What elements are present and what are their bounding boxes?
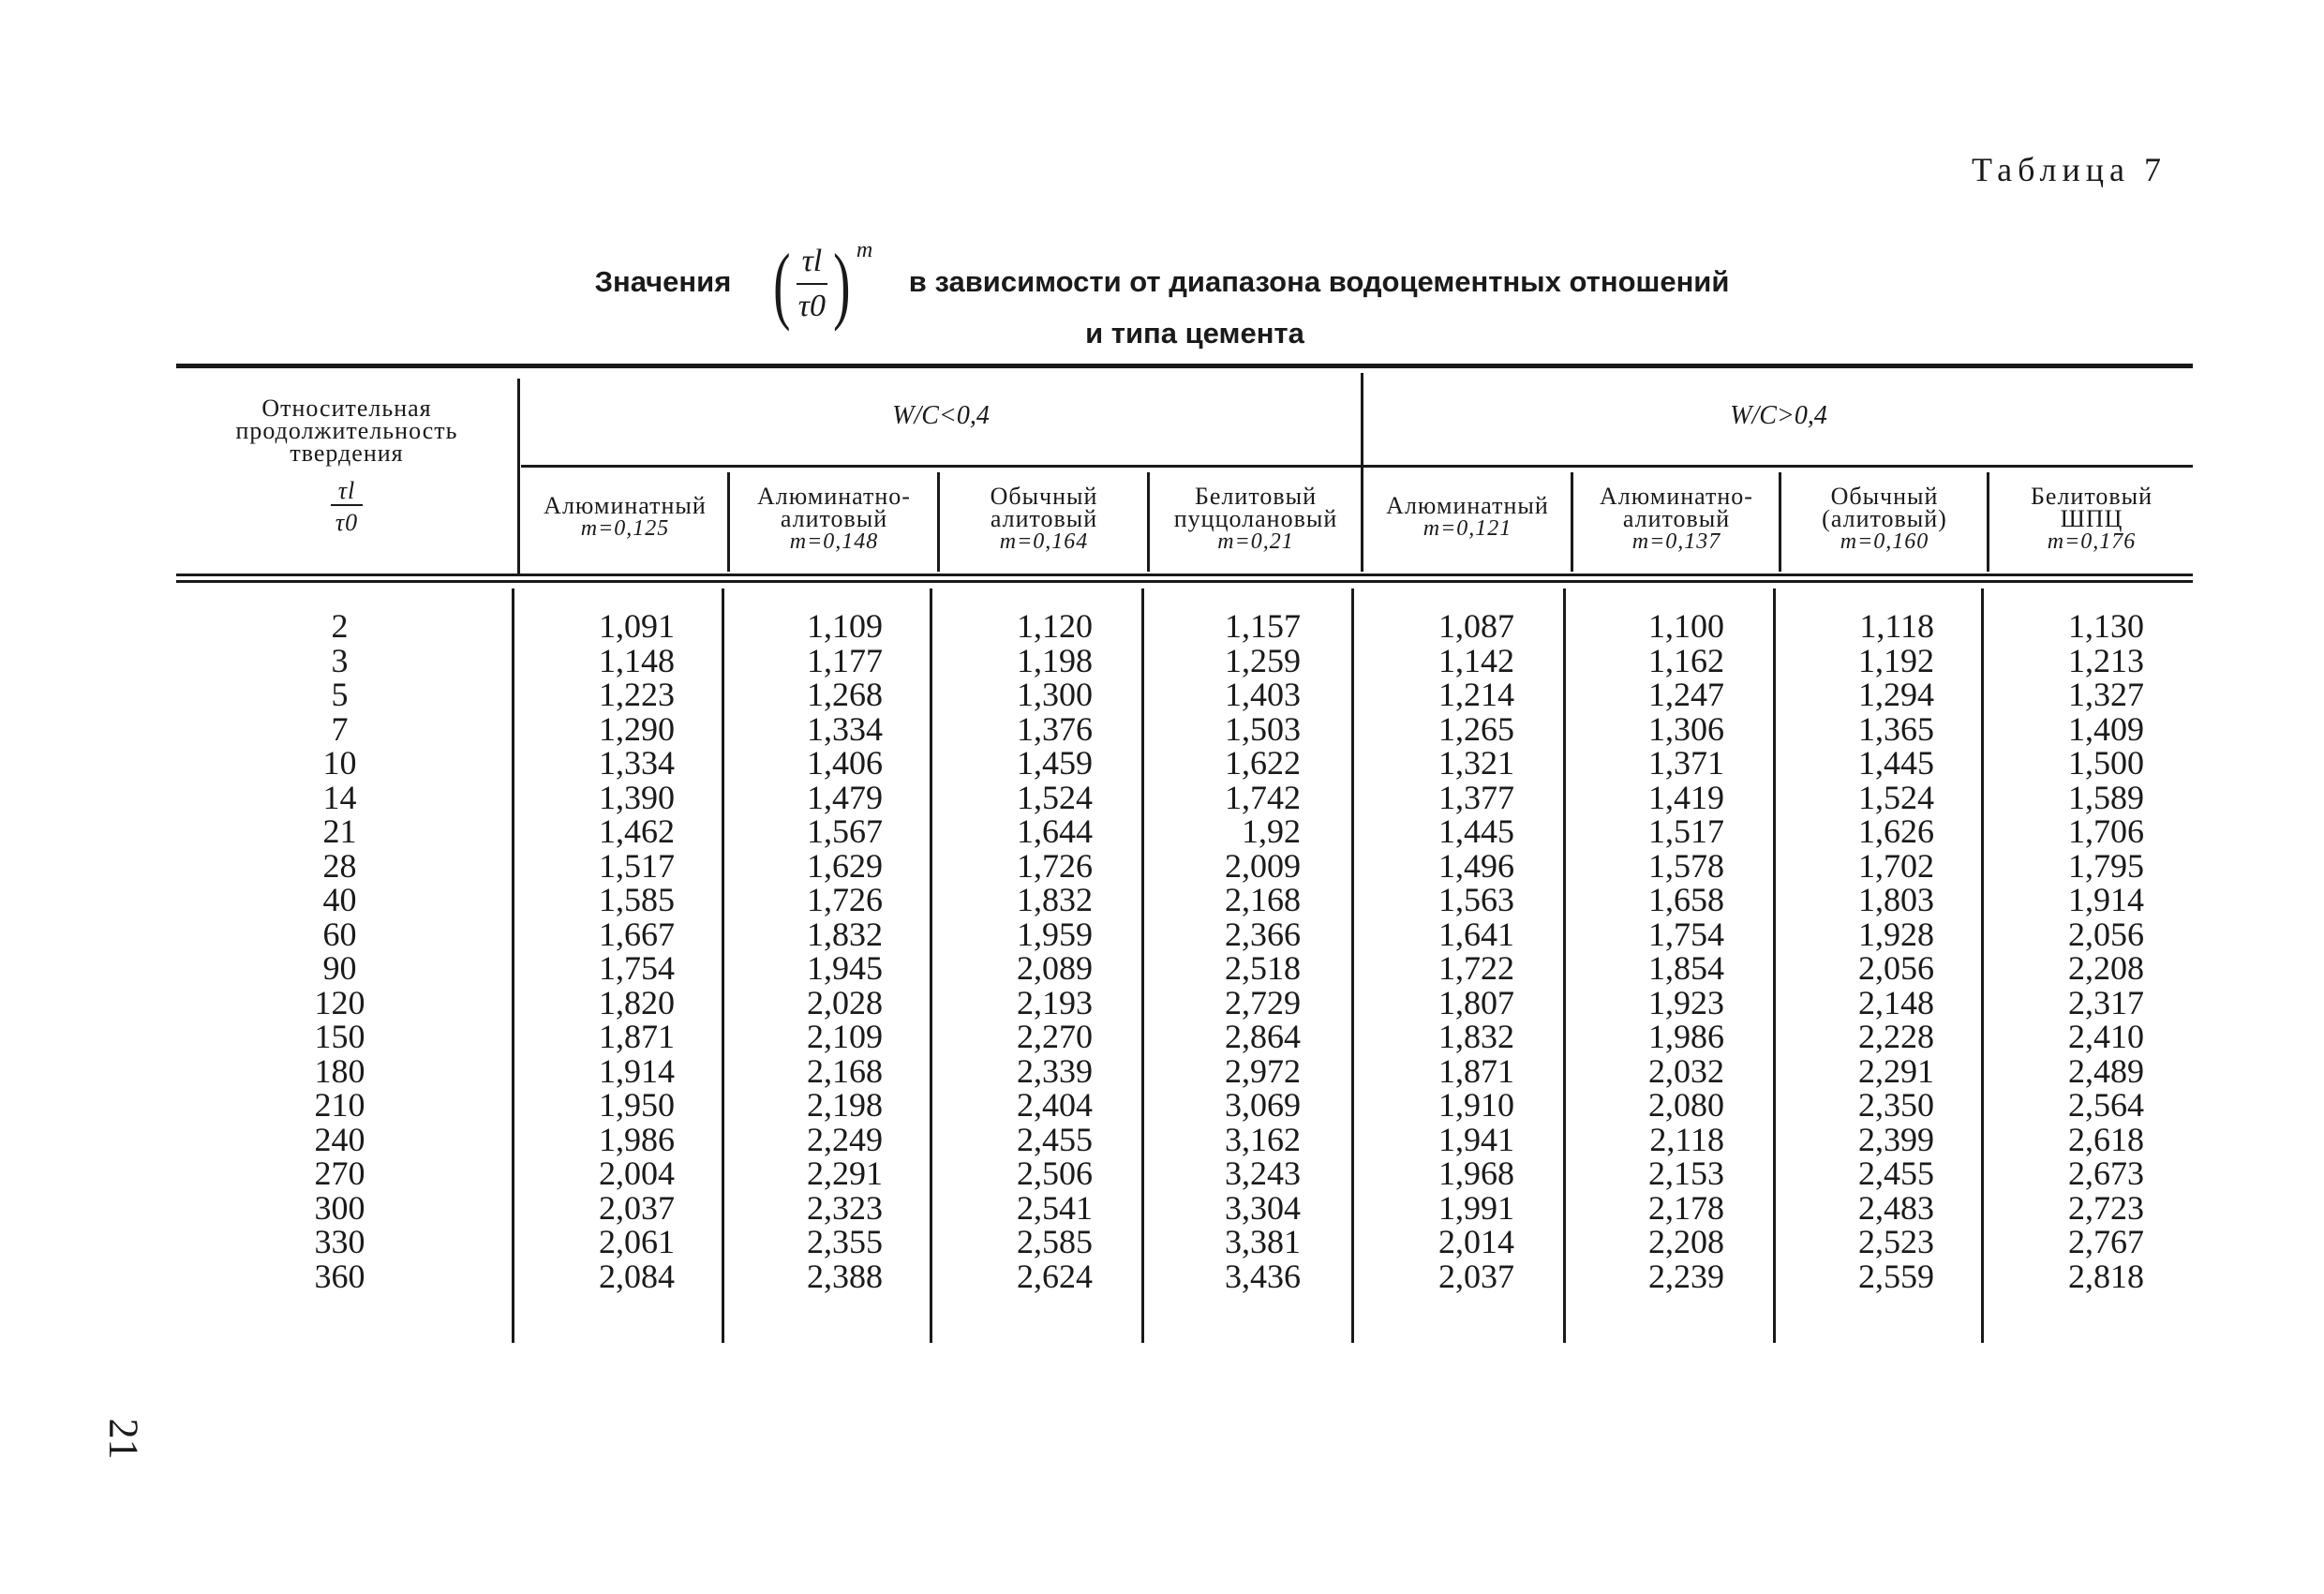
value-cell: 1,524 <box>1858 778 1934 816</box>
column-values-1 <box>525 609 675 1293</box>
value-cell: 2,564 <box>2068 1086 2144 1124</box>
value-cell: 1,667 <box>599 915 675 953</box>
duration-cell: 5 <box>331 676 349 713</box>
value-cell: 1,914 <box>599 1051 675 1090</box>
value-cell: 1,803 <box>1858 881 1934 918</box>
value-cell: 2,109 <box>807 1018 883 1055</box>
value-cell: 2,270 <box>1017 1018 1093 1055</box>
value-cell: 2,239 <box>1648 1257 1724 1295</box>
value-cell: 1,92 <box>1242 812 1301 850</box>
value-cell: 2,489 <box>2068 1051 2144 1090</box>
title-formula: ( $\frac{\tau l}{\tau 0}$ ) $^m$ <box>773 236 873 332</box>
column-header-4: Белитовый пуццолановый m=0,21 <box>1173 483 1338 554</box>
duration-cell: 3 <box>331 641 349 679</box>
value-cell: 1,524 <box>1017 778 1093 816</box>
value-cell: 2,723 <box>2068 1188 2144 1227</box>
value-cell: 1,120 <box>1017 607 1093 645</box>
value-cell: 2,291 <box>1858 1051 1934 1090</box>
value-cell: 1,462 <box>599 812 675 850</box>
value-cell: 2,729 <box>1225 983 1301 1021</box>
duration-cell: 40 <box>322 881 357 918</box>
value-cell: 1,265 <box>1438 709 1514 748</box>
value-cell: 1,409 <box>2068 709 2144 748</box>
value-cell: 1,910 <box>1438 1086 1514 1124</box>
column-duration <box>281 609 398 1293</box>
value-cell: 2,178 <box>1648 1188 1724 1227</box>
value-cell: 2,037 <box>599 1188 675 1227</box>
value-cell: 1,754 <box>599 949 675 987</box>
value-cell: 1,567 <box>807 812 883 850</box>
value-cell: 1,644 <box>1017 812 1093 850</box>
value-cell: 1,726 <box>1017 846 1093 885</box>
value-cell: 1,986 <box>599 1120 675 1158</box>
group-header-right: W/C>0,4 <box>1730 401 1827 430</box>
value-cell: 1,290 <box>599 709 675 748</box>
header-first-col <box>184 397 510 534</box>
value-cell: 1,622 <box>1225 744 1301 782</box>
header-vline-group <box>1361 373 1363 572</box>
value-cell: 1,294 <box>1858 676 1934 713</box>
value-cell: 2,355 <box>807 1223 883 1260</box>
value-cell: 1,157 <box>1225 607 1301 645</box>
value-cell: 1,563 <box>1438 881 1514 918</box>
value-cell: 3,381 <box>1225 1223 1301 1260</box>
duration-cell: 330 <box>314 1223 365 1260</box>
value-cell: 2,317 <box>2068 983 2144 1021</box>
duration-cell: 2 <box>331 607 349 645</box>
value-cell: 2,624 <box>1017 1257 1093 1295</box>
value-cell: 2,559 <box>1858 1257 1934 1295</box>
value-cell: 2,523 <box>1858 1223 1934 1260</box>
value-cell: 1,959 <box>1017 915 1093 953</box>
column-values-4 <box>1151 609 1301 1293</box>
value-cell: 2,168 <box>807 1051 883 1090</box>
value-cell: 1,406 <box>807 744 883 782</box>
value-cell: 2,118 <box>1649 1120 1724 1158</box>
value-cell: 2,004 <box>599 1155 675 1192</box>
column-values-2 <box>733 609 883 1293</box>
value-cell: 1,390 <box>599 778 675 816</box>
header-bottom-rule <box>176 574 2193 576</box>
value-cell: 2,323 <box>807 1188 883 1227</box>
value-cell: 2,168 <box>1225 881 1301 918</box>
value-cell: 2,037 <box>1438 1257 1514 1295</box>
header-bottom-rule-2 <box>176 580 2193 583</box>
value-cell: 2,208 <box>1648 1223 1724 1260</box>
column-values-3 <box>943 609 1093 1293</box>
value-cell: 1,820 <box>599 983 675 1021</box>
value-cell: 1,503 <box>1225 709 1301 748</box>
value-cell: 2,193 <box>1017 983 1093 1021</box>
value-cell: 2,056 <box>2068 915 2144 953</box>
value-cell: 1,517 <box>1648 812 1724 850</box>
body-vline-group <box>1351 588 1354 1343</box>
value-cell: 1,109 <box>807 607 883 645</box>
formula-exponent: m <box>856 238 873 263</box>
value-cell: 2,028 <box>807 983 883 1021</box>
header-first-col-line3: твердения <box>290 439 404 467</box>
value-cell: 2,056 <box>1858 949 1934 987</box>
value-cell: 2,518 <box>1225 949 1301 987</box>
body-vline-5 <box>1563 588 1566 1343</box>
column-header-6: Алюминатно- алитовый m=0,137 <box>1600 483 1753 554</box>
value-cell: 3,243 <box>1225 1155 1301 1192</box>
value-cell: 1,268 <box>807 676 883 713</box>
title-prefix: Значения <box>594 265 732 299</box>
value-cell: 2,339 <box>1017 1051 1093 1090</box>
group-header-left: W/C<0,4 <box>892 401 990 430</box>
value-cell: 1,142 <box>1438 641 1514 679</box>
body-vline-3 <box>1141 588 1144 1343</box>
value-cell: 1,334 <box>599 744 675 782</box>
value-cell: 1,377 <box>1438 778 1514 816</box>
value-cell: 1,223 <box>599 676 675 713</box>
value-cell: 2,249 <box>807 1120 883 1158</box>
value-cell: 1,259 <box>1225 641 1301 679</box>
value-cell: 1,306 <box>1648 709 1724 748</box>
header-vline-6 <box>1779 472 1781 572</box>
table-number: Таблица 7 <box>1972 151 2167 188</box>
duration-cell: 10 <box>322 744 357 782</box>
value-cell: 1,445 <box>1438 812 1514 850</box>
title-suffix: в зависимости от диапазона водоцементных отношений <box>908 265 1730 299</box>
value-cell: 1,517 <box>599 846 675 885</box>
duration-cell: 60 <box>322 915 357 953</box>
value-cell: 2,410 <box>2068 1018 2144 1055</box>
column-header-5: Алюминатный m=0,121 <box>1386 492 1549 541</box>
value-cell: 1,371 <box>1648 744 1724 782</box>
value-cell: 1,754 <box>1648 915 1724 953</box>
value-cell: 1,192 <box>1858 641 1934 679</box>
duration-cell: 21 <box>322 812 357 850</box>
value-cell: 1,832 <box>1017 881 1093 918</box>
value-cell: 1,500 <box>2068 744 2144 782</box>
body-vline-first <box>512 588 514 1343</box>
table-title-line2: и типа цемента <box>1085 317 1304 350</box>
value-cell: 1,585 <box>599 881 675 918</box>
value-cell: 3,162 <box>1225 1120 1301 1158</box>
column-header-3: Обычный алитовый m=0,164 <box>990 483 1098 554</box>
value-cell: 1,950 <box>599 1086 675 1124</box>
value-cell: 1,403 <box>1225 676 1301 713</box>
value-cell: 1,641 <box>1438 915 1514 953</box>
value-cell: 1,807 <box>1438 983 1514 1021</box>
value-cell: 1,177 <box>807 641 883 679</box>
column-values-5 <box>1364 609 1514 1293</box>
column-header-1: Алюминатный m=0,125 <box>544 492 707 541</box>
value-cell: 1,198 <box>1017 641 1093 679</box>
value-cell: 1,459 <box>1017 744 1093 782</box>
duration-cell: 120 <box>314 983 365 1021</box>
value-cell: 2,585 <box>1017 1223 1093 1260</box>
value-cell: 3,304 <box>1225 1188 1301 1227</box>
value-cell: 1,854 <box>1648 949 1724 987</box>
column-header-7: Обычный (алитовый) m=0,160 <box>1822 483 1947 554</box>
value-cell: 1,321 <box>1438 744 1514 782</box>
value-cell: 2,084 <box>599 1257 675 1295</box>
value-cell: 1,706 <box>2068 812 2144 850</box>
value-cell: 1,945 <box>807 949 883 987</box>
column-values-8 <box>1994 609 2144 1293</box>
value-cell: 1,941 <box>1438 1120 1514 1158</box>
value-cell: 1,986 <box>1648 1018 1724 1055</box>
value-cell: 2,228 <box>1858 1018 1934 1055</box>
value-cell: 1,445 <box>1858 744 1934 782</box>
value-cell: 1,376 <box>1017 709 1093 748</box>
column-values-6 <box>1574 609 1724 1293</box>
table-top-rule <box>176 364 2193 368</box>
value-cell: 1,419 <box>1648 778 1724 816</box>
value-cell: 2,153 <box>1648 1155 1724 1192</box>
value-cell: 1,726 <box>807 881 883 918</box>
value-cell: 1,214 <box>1438 676 1514 713</box>
value-cell: 2,009 <box>1225 846 1301 885</box>
value-cell: 1,130 <box>2068 607 2144 645</box>
value-cell: 1,742 <box>1225 778 1301 816</box>
duration-cell: 300 <box>314 1188 365 1227</box>
formula-numerator: τl <box>797 244 828 285</box>
value-cell: 1,365 <box>1858 709 1934 748</box>
page-number: 21 <box>100 1418 147 1460</box>
value-cell: 1,496 <box>1438 846 1514 885</box>
value-cell: 2,972 <box>1225 1051 1301 1090</box>
duration-cell: 14 <box>322 778 357 816</box>
column-header-2: Алюминатно- алитовый m=0,148 <box>757 483 911 554</box>
value-cell: 1,629 <box>807 846 883 885</box>
column-header-8: Белитовый ШПЦ m=0,176 <box>2030 483 2153 554</box>
value-cell: 1,589 <box>2068 778 2144 816</box>
value-cell: 1,247 <box>1648 676 1724 713</box>
value-cell: 1,871 <box>1438 1051 1514 1090</box>
column-values-7 <box>1784 609 1934 1293</box>
body-vline-2 <box>930 588 932 1343</box>
header-vline-7 <box>1987 472 1989 572</box>
value-cell: 2,767 <box>2068 1223 2144 1260</box>
value-cell: 2,208 <box>2068 949 2144 987</box>
header-first-col-den: τ0 <box>335 509 359 536</box>
duration-cell: 180 <box>314 1051 365 1090</box>
duration-cell: 150 <box>314 1018 365 1055</box>
value-cell: 2,818 <box>2068 1257 2144 1295</box>
value-cell: 2,506 <box>1017 1155 1093 1192</box>
header-vline-5 <box>1571 472 1573 572</box>
value-cell: 2,404 <box>1017 1086 1093 1124</box>
value-cell: 2,864 <box>1225 1018 1301 1055</box>
value-cell: 1,832 <box>807 915 883 953</box>
header-first-col-line1: Относительная <box>261 395 432 422</box>
value-cell: 2,673 <box>2068 1155 2144 1192</box>
header-first-col-line2: продолжительность <box>235 417 458 444</box>
value-cell: 2,541 <box>1017 1188 1093 1227</box>
value-cell: 2,032 <box>1648 1051 1724 1090</box>
duration-cell: 28 <box>322 846 357 885</box>
value-cell: 1,914 <box>2068 881 2144 918</box>
value-cell: 1,087 <box>1438 607 1514 645</box>
value-cell: 1,162 <box>1648 641 1724 679</box>
value-cell: 2,483 <box>1858 1188 1934 1227</box>
value-cell: 1,991 <box>1438 1188 1514 1227</box>
value-cell: 1,327 <box>2068 676 2144 713</box>
value-cell: 1,100 <box>1648 607 1724 645</box>
value-cell: 2,061 <box>599 1223 675 1260</box>
value-cell: 2,399 <box>1858 1120 1934 1158</box>
duration-cell: 360 <box>314 1257 365 1295</box>
value-cell: 1,928 <box>1858 915 1934 953</box>
duration-cell: 7 <box>331 709 349 748</box>
body-vline-1 <box>722 588 724 1343</box>
formula-denominator: τ0 <box>797 289 826 323</box>
value-cell: 2,089 <box>1017 949 1093 987</box>
value-cell: 1,148 <box>599 641 675 679</box>
value-cell: 1,658 <box>1648 881 1724 918</box>
value-cell: 1,118 <box>1859 607 1934 645</box>
value-cell: 1,968 <box>1438 1155 1514 1192</box>
value-cell: 2,455 <box>1017 1120 1093 1158</box>
value-cell: 1,702 <box>1858 846 1934 885</box>
value-cell: 1,795 <box>2068 846 2144 885</box>
header-first-col-num: τl <box>331 480 364 506</box>
group-divider-rule <box>521 465 2193 468</box>
value-cell: 1,479 <box>807 778 883 816</box>
value-cell: 1,626 <box>1858 812 1934 850</box>
value-cell: 2,366 <box>1225 915 1301 953</box>
value-cell: 2,291 <box>807 1155 883 1192</box>
value-cell: 1,213 <box>2068 641 2144 679</box>
body-vline-7 <box>1981 588 1984 1343</box>
value-cell: 3,436 <box>1225 1257 1301 1295</box>
value-cell: 3,069 <box>1225 1086 1301 1124</box>
body-vline-6 <box>1773 588 1776 1343</box>
value-cell: 2,618 <box>2068 1120 2144 1158</box>
duration-cell: 210 <box>314 1086 365 1124</box>
duration-cell: 270 <box>314 1155 365 1192</box>
value-cell: 2,080 <box>1648 1086 1724 1124</box>
value-cell: 2,388 <box>807 1257 883 1295</box>
duration-cell: 90 <box>322 949 357 987</box>
value-cell: 2,014 <box>1438 1223 1514 1260</box>
value-cell: 1,871 <box>599 1018 675 1055</box>
value-cell: 1,091 <box>599 607 675 645</box>
value-cell: 1,334 <box>807 709 883 748</box>
value-cell: 2,148 <box>1858 983 1934 1021</box>
duration-cell: 240 <box>314 1120 365 1158</box>
header-vline-first <box>517 379 520 575</box>
value-cell: 1,300 <box>1017 676 1093 713</box>
header-vline-2 <box>937 472 940 572</box>
value-cell: 1,722 <box>1438 949 1514 987</box>
value-cell: 1,832 <box>1438 1018 1514 1055</box>
value-cell: 1,923 <box>1648 983 1724 1021</box>
value-cell: 1,578 <box>1648 846 1724 885</box>
value-cell: 2,350 <box>1858 1086 1934 1124</box>
header-vline-3 <box>1147 472 1150 572</box>
header-vline-1 <box>727 472 730 572</box>
value-cell: 2,455 <box>1858 1155 1934 1192</box>
value-cell: 2,198 <box>807 1086 883 1124</box>
